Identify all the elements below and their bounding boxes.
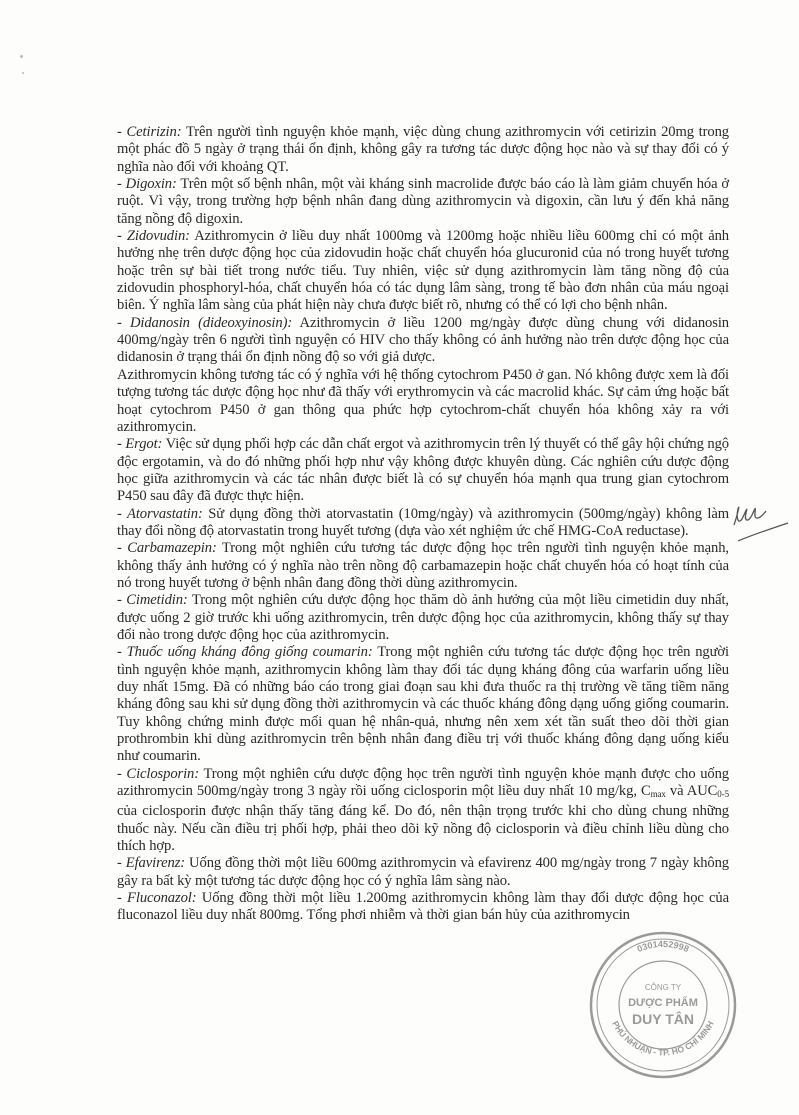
drug-name: - Ergot: bbox=[117, 436, 163, 453]
paragraph-text: Uống đồng thời một liều 1.200mg azithromycin không làm thay đổi dược động học của fluconazol liều duy nhất 800mg. Tổng phơi nhiễm và thời gian bán hủy của azithromycin bbox=[117, 890, 730, 924]
paragraph-text: của ciclosporin được nhận thấy tăng đáng kể. Do đó, nên thận trọng trước khi cho dùng chung những thuốc này. Nếu cần điều trị phối hợp, phải theo dõi kỹ nồng độ ciclosporin và điều chỉnh liều dùng cho thích hợp. bbox=[117, 803, 729, 855]
drug-name: - Carbamazepin: bbox=[117, 540, 217, 557]
paragraph-efavirenz bbox=[117, 855, 729, 890]
paragraph-text: Trên người tình nguyện khỏe mạnh, việc dùng chung azithromycin với cetirizin 20mg trong một phác đồ 5 ngày ở trạng thái ổn định, không gây ra tương tác dược động học nào và sự thay đổi có ý nghĩa nào đối với khoảng QT. bbox=[117, 124, 729, 175]
paragraph-ciclosporin bbox=[117, 766, 729, 856]
handwritten-signature bbox=[730, 495, 790, 550]
paragraph-carbamazepin bbox=[117, 540, 729, 592]
paragraph-text: Azithromycin ở liều duy nhất 1000mg và 1200mg hoặc nhiều liều 600mg chỉ có một ảnh hưởng nhẹ trên dược động học của zidovudin hoặc chất chuyển hóa glucuronid của nó trong huyết tương hoặc trên sự bài tiết trong nước tiểu. Tuy nhiên, việc sử dụng azithromycin làm tăng nồng độ của zidovudin phosphoryl-hóa, chất chuyển hóa có tác dụng lâm sàng, trong tế bào đơn nhân của máu ngoại biên. Ý nghĩa lâm sàng của phát hiện này chưa được biết rõ, nhưng có thể có lợi cho bệnh nhân. bbox=[117, 228, 729, 314]
subscript-max: max bbox=[650, 789, 666, 800]
paragraph-digoxin bbox=[117, 176, 729, 228]
paragraph-text: và AUC bbox=[665, 783, 718, 800]
drug-name: - Thuốc uống kháng đông giống coumarin: bbox=[117, 644, 373, 661]
paragraph-ergot bbox=[117, 436, 729, 505]
paragraph-text: Việc sử dụng phối hợp các dẫn chất ergot và azithromycin trên lý thuyết có thể gây hội chứng ngộ độc ergotamin, và do đó những phối hợp như vậy không được khuyên dùng. Các nghiên cứu dược động học giữa azithromycin và các tác nhân được biết là có sự chuyển hóa mạnh qua trung gian cytochrom P450 sau đây đã được thực hiện. bbox=[117, 436, 729, 505]
company-stamp bbox=[588, 930, 738, 1080]
scan-mark bbox=[20, 55, 23, 58]
drug-name: - Digoxin: bbox=[117, 176, 177, 193]
stamp-line-2: DUY TÂN bbox=[632, 1011, 694, 1027]
stamp-bottom-text: PHÚ NHUẬN - TP. HỒ CHÍ MINH bbox=[610, 1019, 716, 1058]
drug-name: - Cimetidin: bbox=[117, 592, 188, 609]
paragraph-text: Trong một nghiên cứu tương tác dược động học trên người tình nguyện khỏe mạnh, không thấy ảnh hưởng có ý nghĩa nào trên nồng độ carbamazepin hoặc chất chuyển hóa có hoạt tính của nó trong huyết tương ở bệnh nhân đang đồng thời dùng azithromycin. bbox=[117, 540, 729, 591]
paragraph-text: Trên một số bệnh nhân, một vài kháng sinh macrolide được báo cáo là làm giảm chuyển hóa ở ruột. Vì vậy, trong trường hợp bệnh nhân đang dùng azithromycin và digoxin, cần lưu ý đến khả năng tăng nồng độ digoxin. bbox=[117, 176, 730, 227]
drug-name: - Zidovudin: bbox=[117, 228, 190, 245]
paragraph-cimetidin bbox=[117, 592, 729, 644]
paragraph-text: Trong một nghiên cứu dược động học trên người tình nguyện khỏe mạnh được cho uống azithromycin 500mg/ngày trong 3 ngày rồi uống ciclosporin một liều duy nhất 10 mg/kg, C bbox=[117, 765, 729, 800]
paragraph-text: Uống đồng thời một liều 600mg azithromycin và efavirenz 400 mg/ngày trong 7 ngày không gây ra bất kỳ một tương tác dược động học có ý nghĩa lâm sàng nào. bbox=[117, 855, 729, 889]
drug-name: - Atorvastatin: bbox=[117, 505, 203, 522]
drug-name: - Ciclosporin: bbox=[117, 765, 200, 782]
paragraph-text: Sử dụng đồng thời atorvastatin (10mg/ngày) và azithromycin (500mg/ngày) không làm thay đổi nồng độ atorvastatin trong huyết tương (dựa vào xét nghiệm ức chế HMG-CoA reductase). bbox=[117, 505, 729, 539]
stamp-company-label: CÔNG TY bbox=[644, 983, 682, 992]
paragraph-text: Trong một nghiên cứu tương tác dược động học trên người tình nguyện khỏe mạnh, azithromycin không làm thay đổi tác dụng kháng đông của warfarin uống liều duy nhất 15mg. Đã có những báo cáo trong giai đoạn sau khi đưa thuốc ra thị trường về tăng tiềm năng kháng đông sau khi sử dụng đồng thời azithromycin và các thuốc kháng đông dạng uống giống coumarin. Tuy không chứng minh được mối quan hệ nhân-quả, nhưng nên xem xét tần suất theo dõi thời gian prothrombin khi dùng azithromycin trên bệnh nhân đang điều trị với thuốc kháng đông dạng uống kiểu như coumarin. bbox=[117, 644, 730, 765]
paragraph-text: Azithromycin không tương tác có ý nghĩa với hệ thống cytochrom P450 ở gan. Nó không được xem là đối tượng tương tác dược động học như đã thấy với erythromycin và các macrolid khác. Sự cảm ứng hoặc bất hoạt cytochrom P450 ở gan thông qua phức hợp cytochrom-chất chuyển hóa không xảy ra với azithromycin. bbox=[117, 366, 729, 435]
paragraph-atorvastatin bbox=[117, 506, 729, 541]
drug-name: - Efavirenz: bbox=[117, 855, 186, 872]
drug-name: - Cetirizin: bbox=[117, 124, 182, 140]
svg-text:0301452998 bbox=[636, 939, 691, 954]
paragraph-coumarin bbox=[117, 644, 729, 765]
drug-name: - Didanosin (dideoxyinosin): bbox=[117, 314, 293, 331]
paragraph-cytochrom bbox=[117, 367, 729, 436]
stamp-line-1: DƯỢC PHẨM bbox=[628, 997, 698, 1009]
drug-name: - Fluconazol: bbox=[117, 890, 197, 907]
paragraph-text: Azithromycin ở liều 1200 mg/ngày được dùng chung với didanosin 400mg/ngày trên 6 người tình nguyện có HIV cho thấy không có ảnh hưởng nào trên dược động học của didanosin ở trạng thái ổn định nồng độ so với giả dược. bbox=[117, 314, 729, 366]
paragraph-cetirizin bbox=[117, 124, 729, 176]
paragraph-text: Trong một nghiên cứu dược động học thăm dò ảnh hưởng của một liều cimetidin duy nhất, được uống 2 giờ trước khi uống azithromycin, trên dược động học của azithromycin, không thấy sự thay đổi nào trong dược động học của azithromycin. bbox=[117, 592, 729, 643]
paragraph-didanosin bbox=[117, 315, 729, 367]
document-body bbox=[117, 124, 729, 925]
scan-mark bbox=[22, 72, 24, 74]
stamp-top-text: 0301452998 bbox=[635, 938, 691, 955]
subscript-auc: 0-5 bbox=[717, 789, 729, 800]
paragraph-zidovudin bbox=[117, 228, 729, 315]
paragraph-fluconazol bbox=[117, 890, 729, 925]
